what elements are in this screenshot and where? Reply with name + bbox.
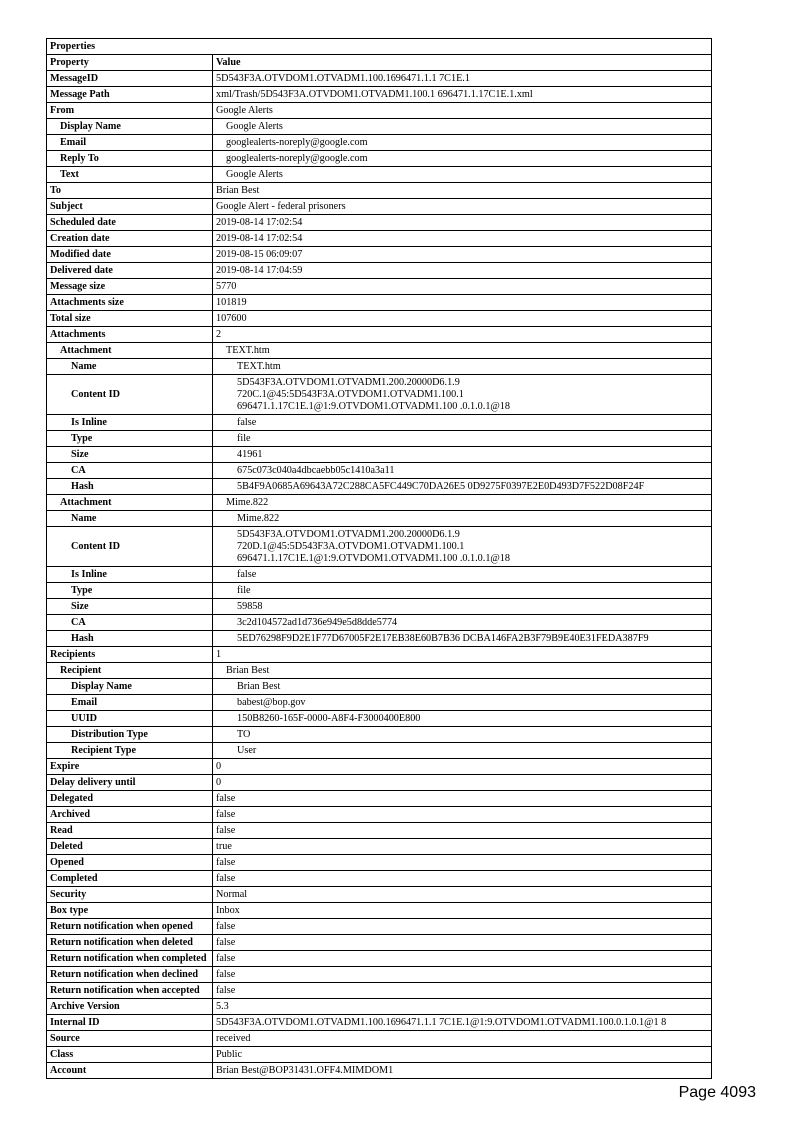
property-name: Source (47, 1031, 213, 1047)
property-value: 5B4F9A0685A69643A72C288CA5FC449C70DA26E5 0D9275F0397E2E0D493D7F522D08F24F (213, 479, 712, 495)
table-row (47, 295, 712, 311)
table-row (47, 775, 712, 791)
property-value: 59858 (213, 599, 712, 615)
property-value: xml/Trash/5D543F3A.OTVDOM1.OTVADM1.100.1 696471.1.17C1E.1.xml (213, 87, 712, 103)
property-value: false (213, 935, 712, 951)
property-value: 5770 (213, 279, 712, 295)
property-name: Size (47, 447, 213, 463)
table-title: Properties (47, 39, 712, 55)
table-row (47, 311, 712, 327)
table-row (47, 791, 712, 807)
property-value: Google Alerts (213, 167, 712, 183)
table-row (47, 727, 712, 743)
table-row (47, 1015, 712, 1031)
property-name: Security (47, 887, 213, 903)
table-row (47, 823, 712, 839)
property-name: Archive Version (47, 999, 213, 1015)
table-row (47, 743, 712, 759)
table-row (47, 951, 712, 967)
property-value: 675c073c040a4dbcaebb05c1410a3a11 (213, 463, 712, 479)
property-name: Return notification when completed (47, 951, 213, 967)
property-value: Google Alerts (213, 119, 712, 135)
property-value: false (213, 415, 712, 431)
properties-table-body (47, 39, 712, 1079)
table-row (47, 967, 712, 983)
property-value: 3c2d104572ad1d736e949e5d8dde5774 (213, 615, 712, 631)
property-name: Deleted (47, 839, 213, 855)
property-value: Brian Best@BOP31431.OFF4.MIMDOM1 (213, 1063, 712, 1079)
table-row (47, 375, 712, 415)
property-name: Subject (47, 199, 213, 215)
table-row (47, 247, 712, 263)
page-number: Page 4093 (678, 1084, 756, 1101)
property-name: Expire (47, 759, 213, 775)
property-value: false (213, 951, 712, 967)
property-value: file (213, 583, 712, 599)
property-value: TEXT.htm (213, 359, 712, 375)
property-value: Google Alerts (213, 103, 712, 119)
property-name: Type (47, 583, 213, 599)
property-name: Modified date (47, 247, 213, 263)
property-value: false (213, 855, 712, 871)
table-row (47, 679, 712, 695)
property-value: 2019-08-14 17:04:59 (213, 263, 712, 279)
table-row (47, 511, 712, 527)
value-column-header: Value (213, 55, 712, 71)
table-row (47, 167, 712, 183)
property-value: googlealerts-noreply@google.com (213, 135, 712, 151)
table-row (47, 135, 712, 151)
property-value: false (213, 967, 712, 983)
property-name: Internal ID (47, 1015, 213, 1031)
property-value: googlealerts-noreply@google.com (213, 151, 712, 167)
property-value: Brian Best (213, 679, 712, 695)
table-row (47, 151, 712, 167)
property-name: CA (47, 615, 213, 631)
table-row (47, 119, 712, 135)
property-value: 0 (213, 759, 712, 775)
property-value: Inbox (213, 903, 712, 919)
table-row (47, 903, 712, 919)
property-name: UUID (47, 711, 213, 727)
table-row (47, 855, 712, 871)
property-name: Archived (47, 807, 213, 823)
property-value: Brian Best (213, 663, 712, 679)
table-row (47, 759, 712, 775)
property-value: false (213, 823, 712, 839)
property-value: received (213, 1031, 712, 1047)
property-name: Delivered date (47, 263, 213, 279)
property-value: Google Alert - federal prisoners (213, 199, 712, 215)
property-name: Size (47, 599, 213, 615)
property-name: Attachments size (47, 295, 213, 311)
property-name: Message Path (47, 87, 213, 103)
property-name: Text (47, 167, 213, 183)
property-name: Hash (47, 631, 213, 647)
table-row (47, 199, 712, 215)
table-row (47, 231, 712, 247)
property-value: Mime.822 (213, 511, 712, 527)
property-value: 2 (213, 327, 712, 343)
property-name: Recipient (47, 663, 213, 679)
table-row (47, 599, 712, 615)
property-name: Name (47, 511, 213, 527)
table-row (47, 887, 712, 903)
table-row (47, 839, 712, 855)
property-value: User (213, 743, 712, 759)
table-row (47, 87, 712, 103)
table-header-row (47, 55, 712, 71)
property-name: Content ID (47, 375, 213, 415)
property-value: Normal (213, 887, 712, 903)
property-value: false (213, 871, 712, 887)
property-name: CA (47, 463, 213, 479)
table-row (47, 183, 712, 199)
property-value: false (213, 919, 712, 935)
property-name: Email (47, 695, 213, 711)
property-name: Type (47, 431, 213, 447)
property-name: Read (47, 823, 213, 839)
property-value: babest@bop.gov (213, 695, 712, 711)
table-row (47, 615, 712, 631)
property-value: TEXT.htm (213, 343, 712, 359)
property-value: Brian Best (213, 183, 712, 199)
property-value: 2019-08-15 06:09:07 (213, 247, 712, 263)
property-name: Delay delivery until (47, 775, 213, 791)
table-row (47, 215, 712, 231)
property-value: TO (213, 727, 712, 743)
table-row (47, 447, 712, 463)
property-value: Mime.822 (213, 495, 712, 511)
property-name: Return notification when declined (47, 967, 213, 983)
property-name: Account (47, 1063, 213, 1079)
table-row (47, 1063, 712, 1079)
properties-table (46, 38, 712, 1079)
property-name: Recipient Type (47, 743, 213, 759)
table-row (47, 1031, 712, 1047)
property-value: 150B8260-165F-0000-A8F4-F3000400E800 (213, 711, 712, 727)
table-row (47, 871, 712, 887)
property-name: Opened (47, 855, 213, 871)
property-name: Message size (47, 279, 213, 295)
property-name: Display Name (47, 119, 213, 135)
table-row (47, 343, 712, 359)
property-value: 0 (213, 775, 712, 791)
property-value: 2019-08-14 17:02:54 (213, 215, 712, 231)
property-name: From (47, 103, 213, 119)
table-row (47, 479, 712, 495)
property-value: 101819 (213, 295, 712, 311)
table-row (47, 359, 712, 375)
property-name: Completed (47, 871, 213, 887)
property-value: 5D543F3A.OTVDOM1.OTVADM1.100.1696471.1.1 7C1E.1@1:9.OTVDOM1.OTVADM1.100.0.1.0.1@1 8 (213, 1015, 712, 1031)
property-name: Email (47, 135, 213, 151)
property-name: Attachment (47, 495, 213, 511)
property-value: 107600 (213, 311, 712, 327)
property-value: Public (213, 1047, 712, 1063)
property-value: 41961 (213, 447, 712, 463)
property-name: Return notification when deleted (47, 935, 213, 951)
property-value: 2019-08-14 17:02:54 (213, 231, 712, 247)
property-name: Is Inline (47, 567, 213, 583)
property-value: file (213, 431, 712, 447)
property-value: false (213, 807, 712, 823)
property-value: false (213, 983, 712, 999)
property-name: Name (47, 359, 213, 375)
property-name: To (47, 183, 213, 199)
property-name: Return notification when opened (47, 919, 213, 935)
property-name: Class (47, 1047, 213, 1063)
property-name: Distribution Type (47, 727, 213, 743)
table-row (47, 263, 712, 279)
property-name: Creation date (47, 231, 213, 247)
table-row (47, 1047, 712, 1063)
property-value: 5.3 (213, 999, 712, 1015)
property-name: Attachments (47, 327, 213, 343)
table-row (47, 695, 712, 711)
property-name: Attachment (47, 343, 213, 359)
property-value: false (213, 567, 712, 583)
property-name: Is Inline (47, 415, 213, 431)
property-value: 5D543F3A.OTVDOM1.OTVADM1.100.1696471.1.1 7C1E.1 (213, 71, 712, 87)
table-row (47, 935, 712, 951)
property-name: Total size (47, 311, 213, 327)
table-row (47, 999, 712, 1015)
property-name: Content ID (47, 527, 213, 567)
table-row (47, 431, 712, 447)
table-row (47, 919, 712, 935)
property-name: Recipients (47, 647, 213, 663)
property-name: Hash (47, 479, 213, 495)
table-row (47, 279, 712, 295)
property-name: Box type (47, 903, 213, 919)
table-title-row (47, 39, 712, 55)
property-value: 5ED76298F9D2E1F77D67005F2E17EB38E60B7B36 DCBA146FA2B3F79B9E40E31FEDA387F9 (213, 631, 712, 647)
table-row (47, 807, 712, 823)
table-row (47, 631, 712, 647)
table-row (47, 663, 712, 679)
table-row (47, 527, 712, 567)
property-value: true (213, 839, 712, 855)
table-row (47, 103, 712, 119)
property-value: 5D543F3A.OTVDOM1.OTVADM1.200.20000D6.1.9 720D.1@45:5D543F3A.OTVDOM1.OTVADM1.100.1 696471.1.17C1E.1@1:9.OTVDOM1.OTVADM1.100 .0.1.0.1@18 (213, 527, 712, 567)
table-row (47, 647, 712, 663)
table-row (47, 983, 712, 999)
property-value: 5D543F3A.OTVDOM1.OTVADM1.200.20000D6.1.9 720C.1@45:5D543F3A.OTVDOM1.OTVADM1.100.1 696471.1.17C1E.1@1:9.OTVDOM1.OTVADM1.100 .0.1.0.1@18 (213, 375, 712, 415)
table-row (47, 463, 712, 479)
table-row (47, 567, 712, 583)
property-name: Return notification when accepted (47, 983, 213, 999)
property-name: MessageID (47, 71, 213, 87)
property-name: Reply To (47, 151, 213, 167)
property-value: false (213, 791, 712, 807)
table-row (47, 327, 712, 343)
table-row (47, 495, 712, 511)
table-row (47, 711, 712, 727)
property-value: 1 (213, 647, 712, 663)
property-name: Delegated (47, 791, 213, 807)
property-name: Display Name (47, 679, 213, 695)
table-row (47, 415, 712, 431)
property-name: Scheduled date (47, 215, 213, 231)
property-column-header: Property (47, 55, 213, 71)
table-row (47, 71, 712, 87)
table-row (47, 583, 712, 599)
